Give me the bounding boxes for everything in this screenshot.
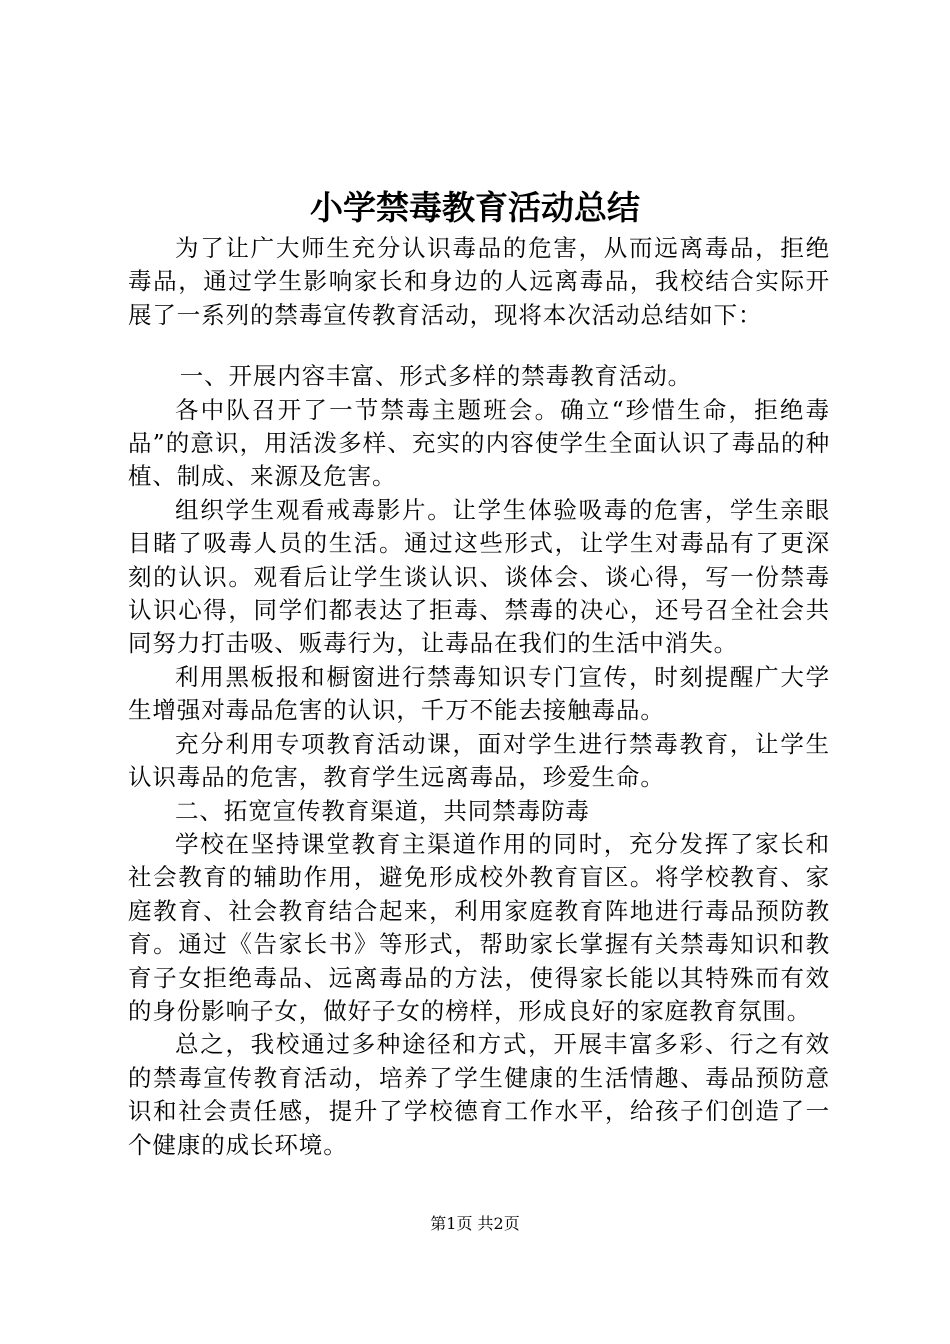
document-body <box>128 232 830 1162</box>
body-paragraph: 各中队召开了一节禁毒主题班会。确立“珍惜生命，拒绝毒品”的意识，用活泼多样、充实的内容使学生全面认识了毒品的种植、制成、来源及危害。 <box>128 395 830 491</box>
body-paragraph: 学校在坚持课堂教育主渠道作用的同时，充分发挥了家长和社会教育的辅助作用，避免形成校外教育盲区。将学校教育、家庭教育、社会教育结合起来，利用家庭教育阵地进行毒品预防教育。通过《告家长书》等形式，帮助家长掌握有关禁毒知识和教育子女拒绝毒品、远离毒品的方法，使得家长能以其特殊而有效的身份影响子女，做好子女的榜样，形成良好的家庭教育氛围。 <box>128 829 830 1025</box>
section-heading-2: 二、拓宽宣传教育渠道，共同禁毒防毒 <box>175 796 590 825</box>
body-paragraph: 组织学生观看戒毒影片。让学生体验吸毒的危害，学生亲眼目睹了吸毒人员的生活。通过这些形式，让学生对毒品有了更深刻的认识。观看后让学生谈认识、谈体会、谈心得，写一份禁毒认识心得，同学们都表达了拒毒、禁毒的决心，还号召全社会共同努力打击吸、贩毒行为，让毒品在我们的生活中消失。 <box>128 495 830 658</box>
section-heading-1: 一、开展内容丰富、形式多样的禁毒教育活动。 <box>179 362 693 391</box>
body-paragraph: 利用黑板报和橱窗进行禁毒知识专门宣传，时刻提醒广大学生增强对毒品危害的认识，千万不能去接触毒品。 <box>128 662 830 725</box>
body-paragraph: 充分利用专项教育活动课，面对学生进行禁毒教育，让学生认识毒品的危害，教育学生远离毒品，珍爱生命。 <box>128 729 830 792</box>
conclusion-paragraph: 总之，我校通过多种途径和方式，开展丰富多彩、行之有效的禁毒宣传教育活动，培养了学生健康的生活情趣、毒品预防意识和社会责任感，提升了学校德育工作水平，给孩子们创造了一个健康的成长环境。 <box>128 1030 830 1159</box>
page-number-footer: 第1页 共2页 <box>430 1214 520 1233</box>
document-title: 小学禁毒教育活动总结 <box>310 188 640 227</box>
intro-paragraph: 为了让广大师生充分认识毒品的危害，从而远离毒品，拒绝毒品，通过学生影响家长和身边的人远离毒品，我校结合实际开展了一系列的禁毒宣传教育活动，现将本次活动总结如下： <box>128 234 830 329</box>
